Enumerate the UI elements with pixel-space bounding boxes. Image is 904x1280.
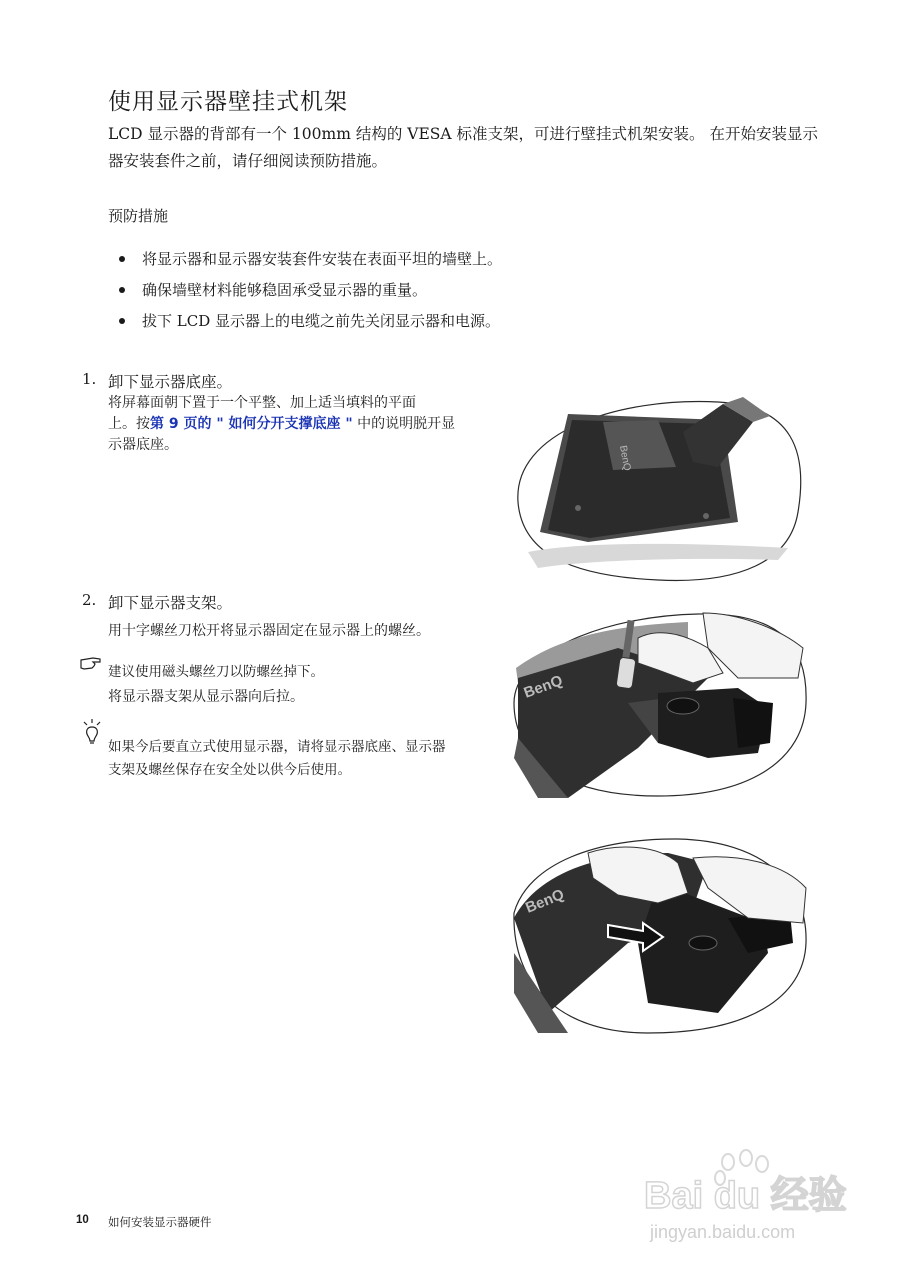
baidu-watermark [640, 1148, 870, 1258]
step-2-instruction: 用十字螺丝刀松开将显示器固定在显示器上的螺丝。 [108, 623, 430, 639]
list-item: 拔下 LCD 显示器上的电缆之前先关闭显示器和电源。 [110, 308, 670, 339]
watermark-logo: Bai du 经验 [644, 1175, 847, 1217]
bullet-icon [119, 287, 125, 293]
remove-base-illustration [508, 392, 808, 584]
list-item: 将显示器和显示器安装套件安装在表面平坦的墙壁上。 [110, 246, 670, 277]
watermark-url: jingyan.baidu.com [650, 1222, 796, 1242]
precautions-list [110, 246, 670, 339]
intro-paragraph: LCD 显示器的背部有一个 100mm 结构的 VESA 标准支架，可进行壁挂式机架安装。 在开始安装显示器安装套件之前，请仔细阅读预防措施。 [108, 125, 818, 170]
step-2-tip: 如果今后要直立式使用显示器，请将显示器底座、显示器 支架及螺丝保存在安全处以供今后使用。 [108, 739, 446, 778]
cross-reference-link[interactable]: 第 9 页的 " 如何分开支撑底座 " [150, 416, 353, 432]
lightbulb-icon [82, 718, 102, 748]
hand-pointer-icon [80, 656, 102, 672]
page-title: 使用显示器壁挂式机架 [108, 89, 348, 115]
page-number: 10 [76, 1214, 89, 1226]
footer-section-title: 如何安装显示器硬件 [108, 1215, 212, 1229]
step-2-instruction-2: 将显示器支架从显示器向后拉。 [108, 689, 304, 705]
brand-label: BenQ [521, 672, 565, 702]
step-2-note: 建议使用磁头螺丝刀以防螺丝掉下。 [108, 664, 324, 680]
step-2-number: 2. [82, 591, 97, 609]
precautions-heading: 预防措施 [108, 207, 169, 225]
brand-label: BenQ [617, 444, 633, 472]
brand-label: BenQ [523, 885, 567, 917]
step-1-number: 1. [82, 370, 97, 388]
step-1-body: 将屏幕面朝下置于一个平整、加上适当填料的平面 上。按第 9 页的 " 如何分开支撑底座 " 中的说明脱开显 示器底座。 [108, 395, 456, 453]
step-2-title: 卸下显示器支架。 [108, 594, 233, 612]
remove-screw-illustration [508, 608, 810, 800]
list-item: 确保墙壁材料能够稳固承受显示器的重量。 [110, 277, 670, 308]
bullet-icon [119, 318, 125, 324]
bullet-icon [119, 256, 125, 262]
step-1-title: 卸下显示器底座。 [108, 373, 233, 391]
pull-stand-illustration [508, 833, 810, 1035]
